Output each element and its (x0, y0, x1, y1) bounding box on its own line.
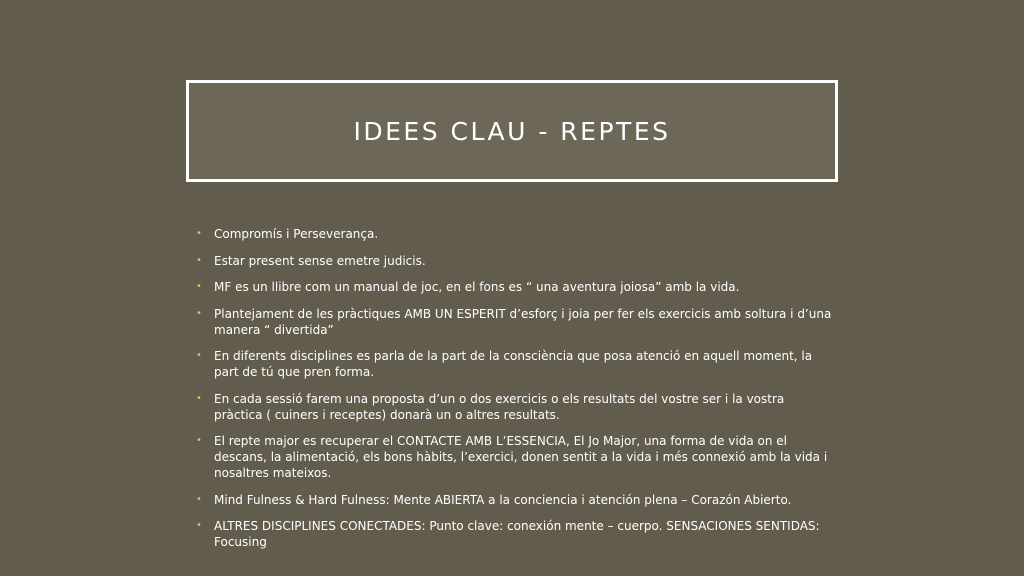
bullet-icon: • (196, 228, 202, 239)
bullet-icon: • (196, 520, 202, 531)
bullet-item-2 (196, 253, 836, 269)
bullet-item-8 (196, 492, 836, 508)
bullet-text: Plantejament de les pràctiques AMB UN ESPERIT d’esforç i joia per fer els exercicis amb soltura i d’una manera “ divertida” (214, 306, 832, 337)
slide-title: IDEES CLAU - REPTES (353, 116, 671, 146)
bullet-text: En diferents disciplines es parla de la part de la consciència que posa atenció en aquell moment, la part de tú que pren forma. (214, 349, 813, 379)
bullet-item-4 (196, 306, 836, 338)
bullet-icon: • (196, 392, 202, 404)
bullet-item-3 (196, 279, 836, 295)
bullet-item-7 (196, 433, 836, 481)
bullet-text: El repte major es recuperar el CONTACTE AMB L’ESSENCIA, El Jo Major, una forma de vida on el descans, la alimentació, els bons hàbits, l’exercici, donen sentit a la vida i més connexió amb la vida i nosaltres mateixos. (214, 434, 828, 480)
title-box (186, 80, 838, 182)
bullet-text: MF es un llibre com un manual de joc, en el fons es “ una aventura joiosa” amb la vida. (214, 280, 740, 294)
bullet-icon: • (196, 254, 202, 266)
bullet-icon: • (196, 350, 202, 361)
bullet-text: Compromís i Perseverança. (214, 227, 379, 241)
bullet-item-6 (196, 391, 836, 423)
bullet-text: En cada sessió farem una proposta d’un o dos exercicis o els resultats del vostre ser i la vostra pràctica ( cuiners i receptes) donarà un o altres resultats. (214, 391, 785, 422)
bullet-icon: • (196, 435, 202, 446)
bullet-text: Mind Fulness & Hard Fulness: Mente ABIERTA a la conciencia i atención plena – Corazón Abierto. (214, 492, 792, 507)
bullet-item-9 (196, 518, 836, 550)
bullet-text: ALTRES DISCIPLINES CONECTADES: Punto clave: conexión mente – cuerpo. SENSACIONES SENTIDAS: Focusing (214, 519, 820, 549)
bullet-text: Estar present sense emetre judicis. (214, 253, 426, 268)
bullet-list (196, 226, 836, 561)
bullet-item-1 (196, 226, 836, 242)
bullet-item-5 (196, 348, 836, 380)
bullet-icon: • (196, 493, 202, 505)
bullet-icon: • (196, 307, 202, 319)
bullet-icon: • (196, 281, 202, 292)
